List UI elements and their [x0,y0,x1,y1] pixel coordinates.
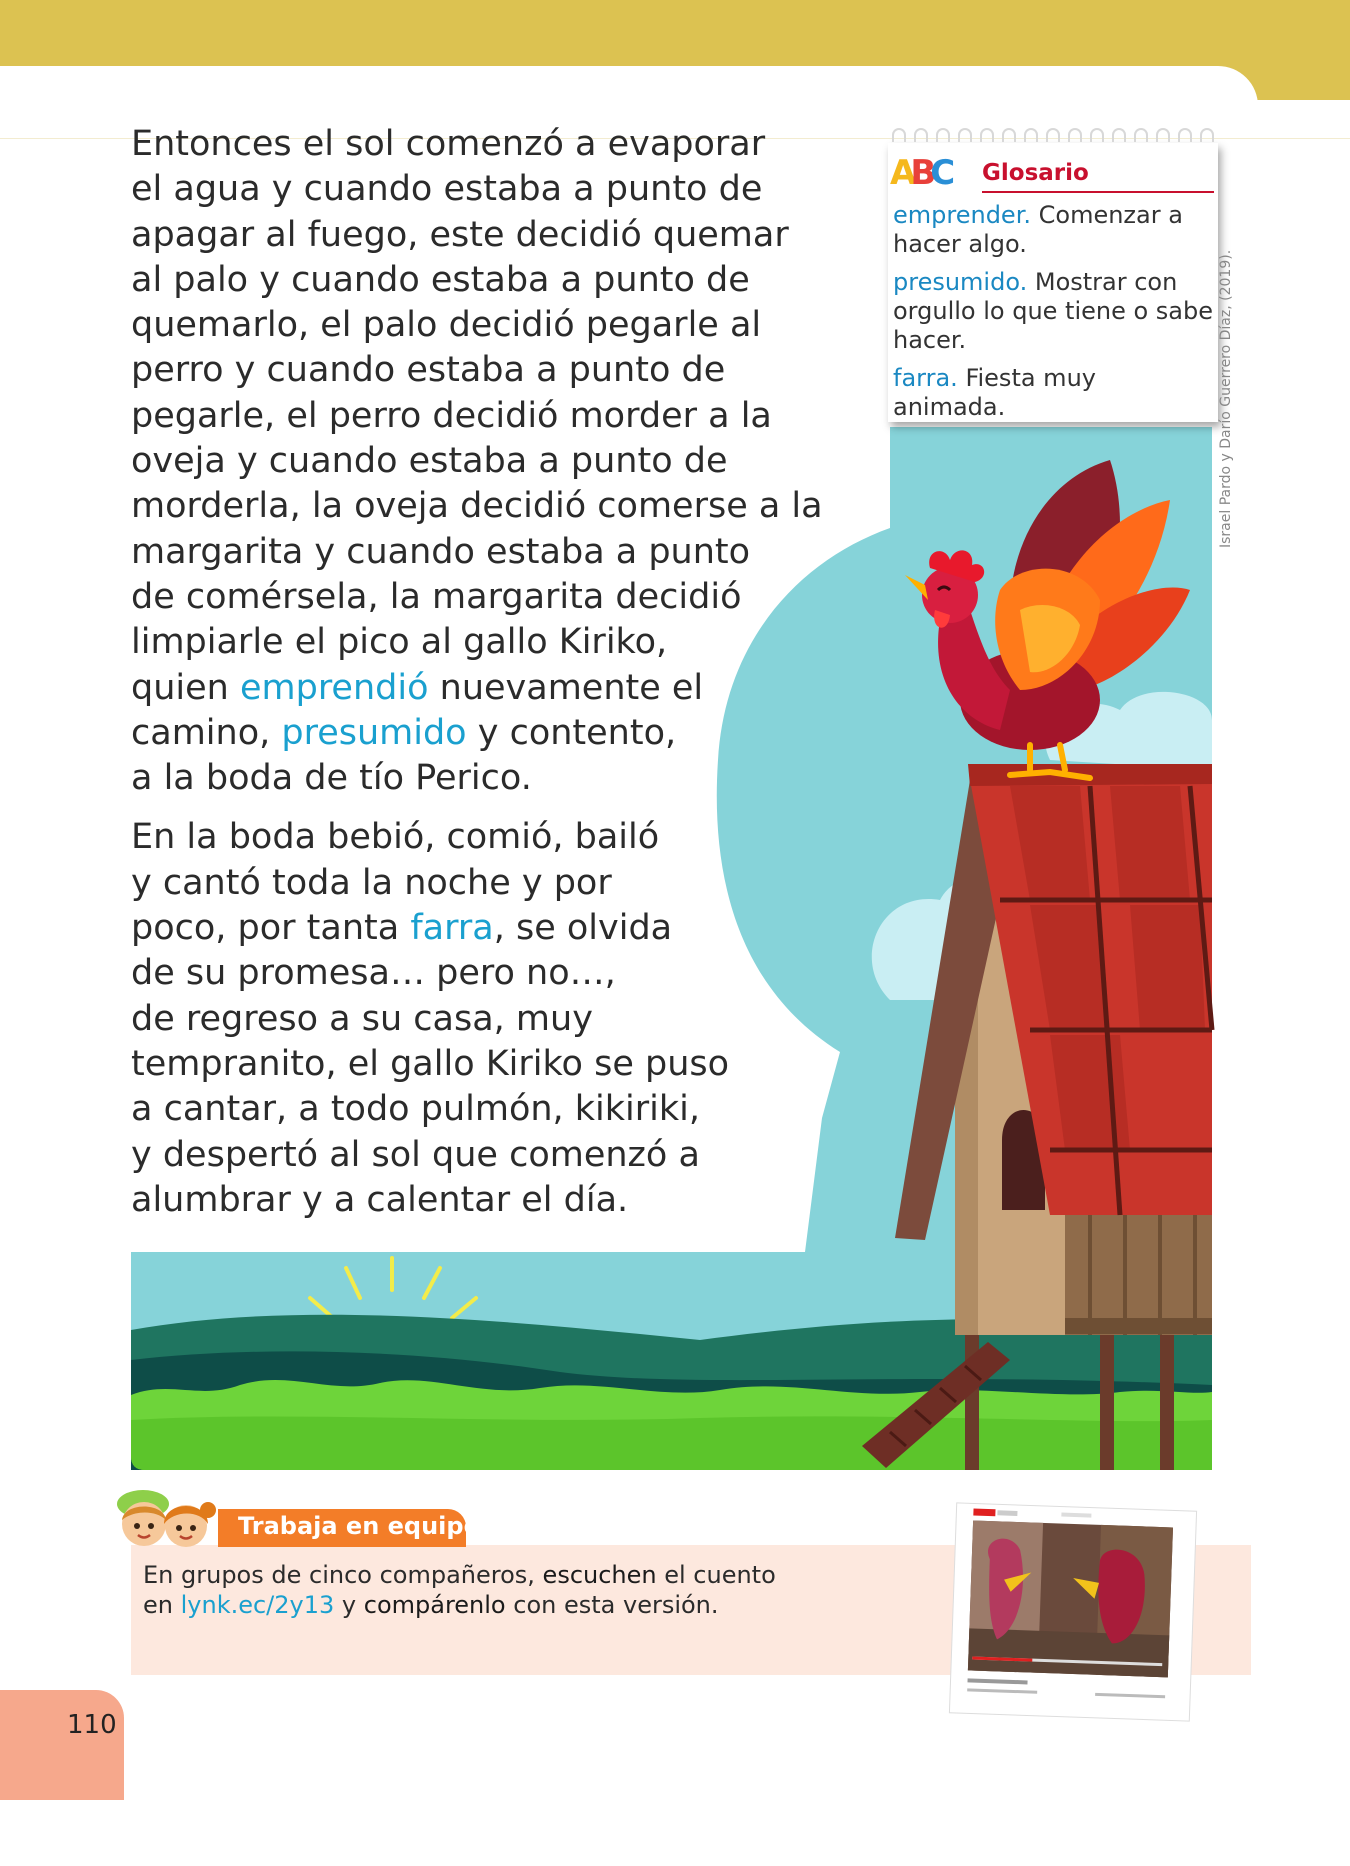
team-text-segment: En grupos de cinco compañeros, [143,1561,543,1589]
glossary-word-presumido: presumido [281,712,467,753]
illustration-credit: Israel Pardo y Darío Guerrero Díaz, (2019). [1218,249,1234,548]
glossary-title: Glosario [982,160,1089,186]
page-number-tab [0,1690,124,1800]
story-text-segment: y contento, a la boda de tío Perico. [131,712,677,799]
glossary-term: presumido. [893,268,1028,296]
team-text-segment: en [143,1591,181,1619]
story-text-segment: nuevamente el camino, [131,667,704,753]
team-text-segment: y [334,1591,364,1619]
glossary-word-emprendio: emprendió [239,667,429,708]
team-work-label: Trabaja en equipo [238,1512,481,1540]
glossary-term: emprender. [893,201,1031,229]
glossary-entry [893,201,1213,259]
glossary-term: farra. [893,364,958,392]
glossary-header [890,153,1208,191]
glossary-card [888,143,1218,422]
glossary-definition: Mostrar con orgullo lo que tiene o sabe hacer. [893,268,1214,354]
video-thumbnail[interactable] [948,1502,1198,1722]
team-verb-escuchen: escuchen [542,1561,657,1589]
story-text-segment: En la boda bebió, comió, bailó y cantó toda la noche y por poco, por tanta [131,817,660,949]
story-paragraph-2 [131,815,891,1223]
team-verb-comparenlo: compárenlo [363,1591,506,1619]
glossary-word-farra: farra [410,908,494,949]
team-text-segment: con esta versión. [505,1591,719,1619]
glossary-spiral [888,128,1218,142]
glossary-title-rule [982,191,1214,193]
abc-icon: ABC [890,153,950,193]
story-text-segment: , se olvida de su promesa… pero no…, de regreso a su casa, muy tempranito, el gallo Kiriko se puso a cantar, a todo pulmón, kikiriki, y despertó al sol que comenzó a alumbrar y a calentar el día. [131,908,730,1220]
team-work-text [143,1560,843,1620]
glossary-entry [893,364,1213,422]
glossary-entries [893,201,1213,431]
story-text-segment: Entonces el sol comenzó a evaporar el agua y cuando estaba a punto de apagar al fuego, este decidió quemar al palo y cuando estaba a punto de quemarlo, el palo decidió pegarle al perro y cuando estaba a punto de pegarle, el perro decidió morder a la oveja y cuando estaba a punto de morderla, la oveja decidió comerse a la margarita y cuando estaba a punto de comérsela, la margarita decidió limpiarle el pico al gallo Kiriko, quien [131,124,823,708]
glossary-definition: Fiesta muy animada. [893,364,1096,421]
story-link[interactable]: lynk.ec/2y13 [180,1591,335,1619]
kids-icon [108,1480,220,1560]
page-number: 110 [67,1710,117,1740]
story-paragraph-1 [131,122,891,801]
glossary-entry [893,268,1213,355]
glossary-definition: Comenzar a hacer algo. [893,201,1183,258]
team-text-segment: el cuento [656,1561,776,1589]
story-text [131,122,891,1237]
